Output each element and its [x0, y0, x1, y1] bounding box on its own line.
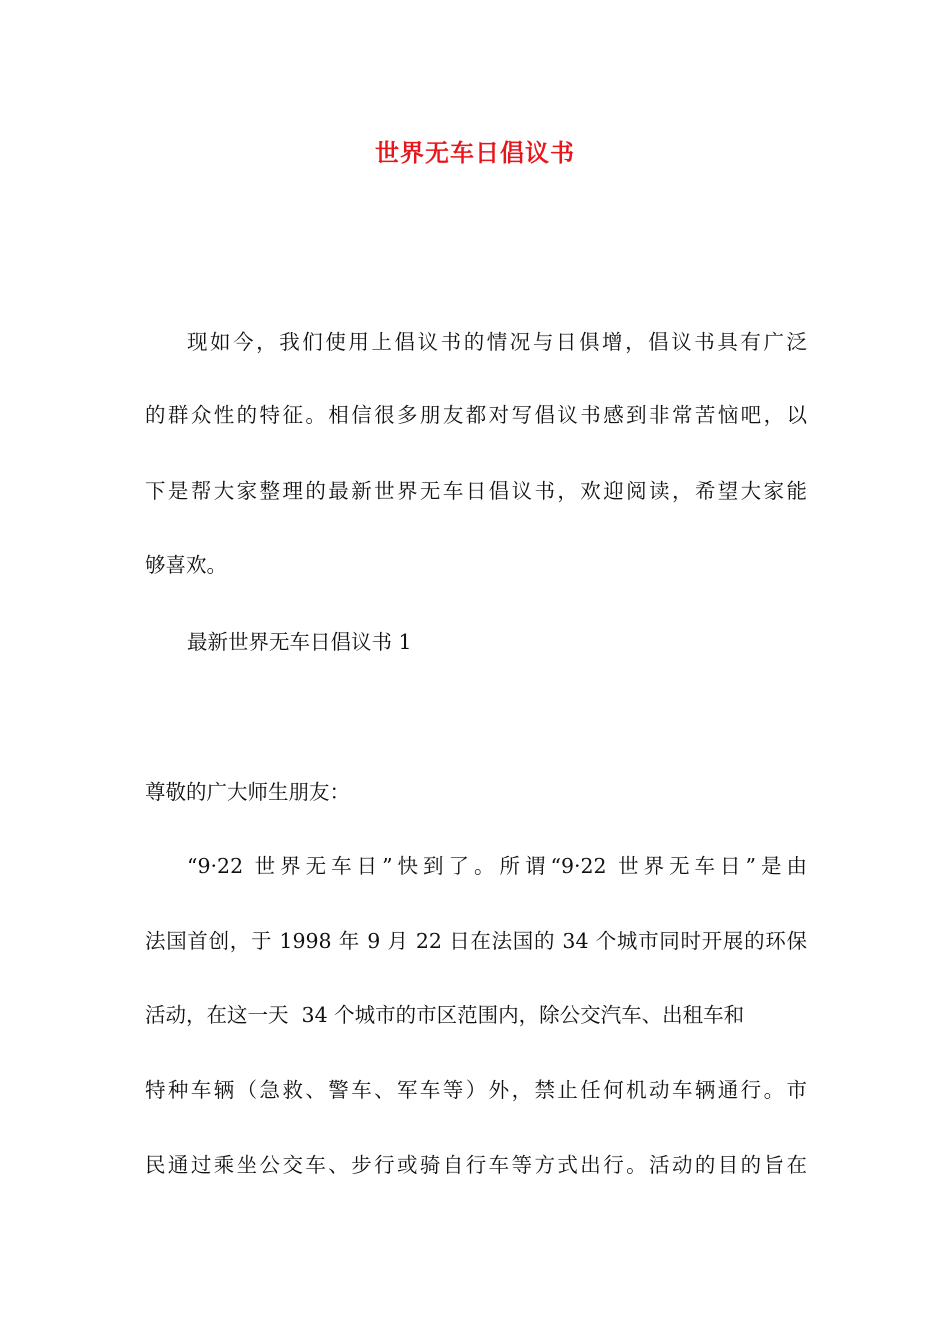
intro-line-3: 下是帮大家整理的最新世界无车日倡议书，欢迎阅读，希望大家能 — [145, 479, 807, 503]
body-line-5: 民通过乘坐公交车、步行或骑自行车等方式出行。活动的目的旨在 — [145, 1153, 807, 1177]
section-heading: 最新世界无车日倡议书 1 — [187, 630, 412, 654]
body-line-3: 活动，在这一天 34 个城市的市区范围内，除公交汽车、出租车和 — [145, 1003, 745, 1027]
intro-line-1: 现如今，我们使用上倡议书的情况与日俱增，倡议书具有广泛 — [187, 330, 807, 354]
intro-line-2: 的群众性的特征。相信很多朋友都对写倡议书感到非常苦恼吧，以 — [145, 403, 807, 427]
intro-line-4: 够喜欢。 — [145, 553, 227, 577]
body-line-2: 法国首创，于 1998 年 9 月 22 日在法国的 34 个城市同时开展的环保 — [145, 929, 807, 953]
body-line-1: “9·22 世界无车日”快到了。所谓“9·22 世界无车日”是由 — [187, 854, 807, 878]
document-title: 世界无车日倡议书 — [375, 138, 575, 167]
salutation: 尊敬的广大师生朋友： — [145, 780, 350, 804]
body-line-4: 特种车辆（急救、警车、军车等）外，禁止任何机动车辆通行。市 — [145, 1078, 807, 1102]
